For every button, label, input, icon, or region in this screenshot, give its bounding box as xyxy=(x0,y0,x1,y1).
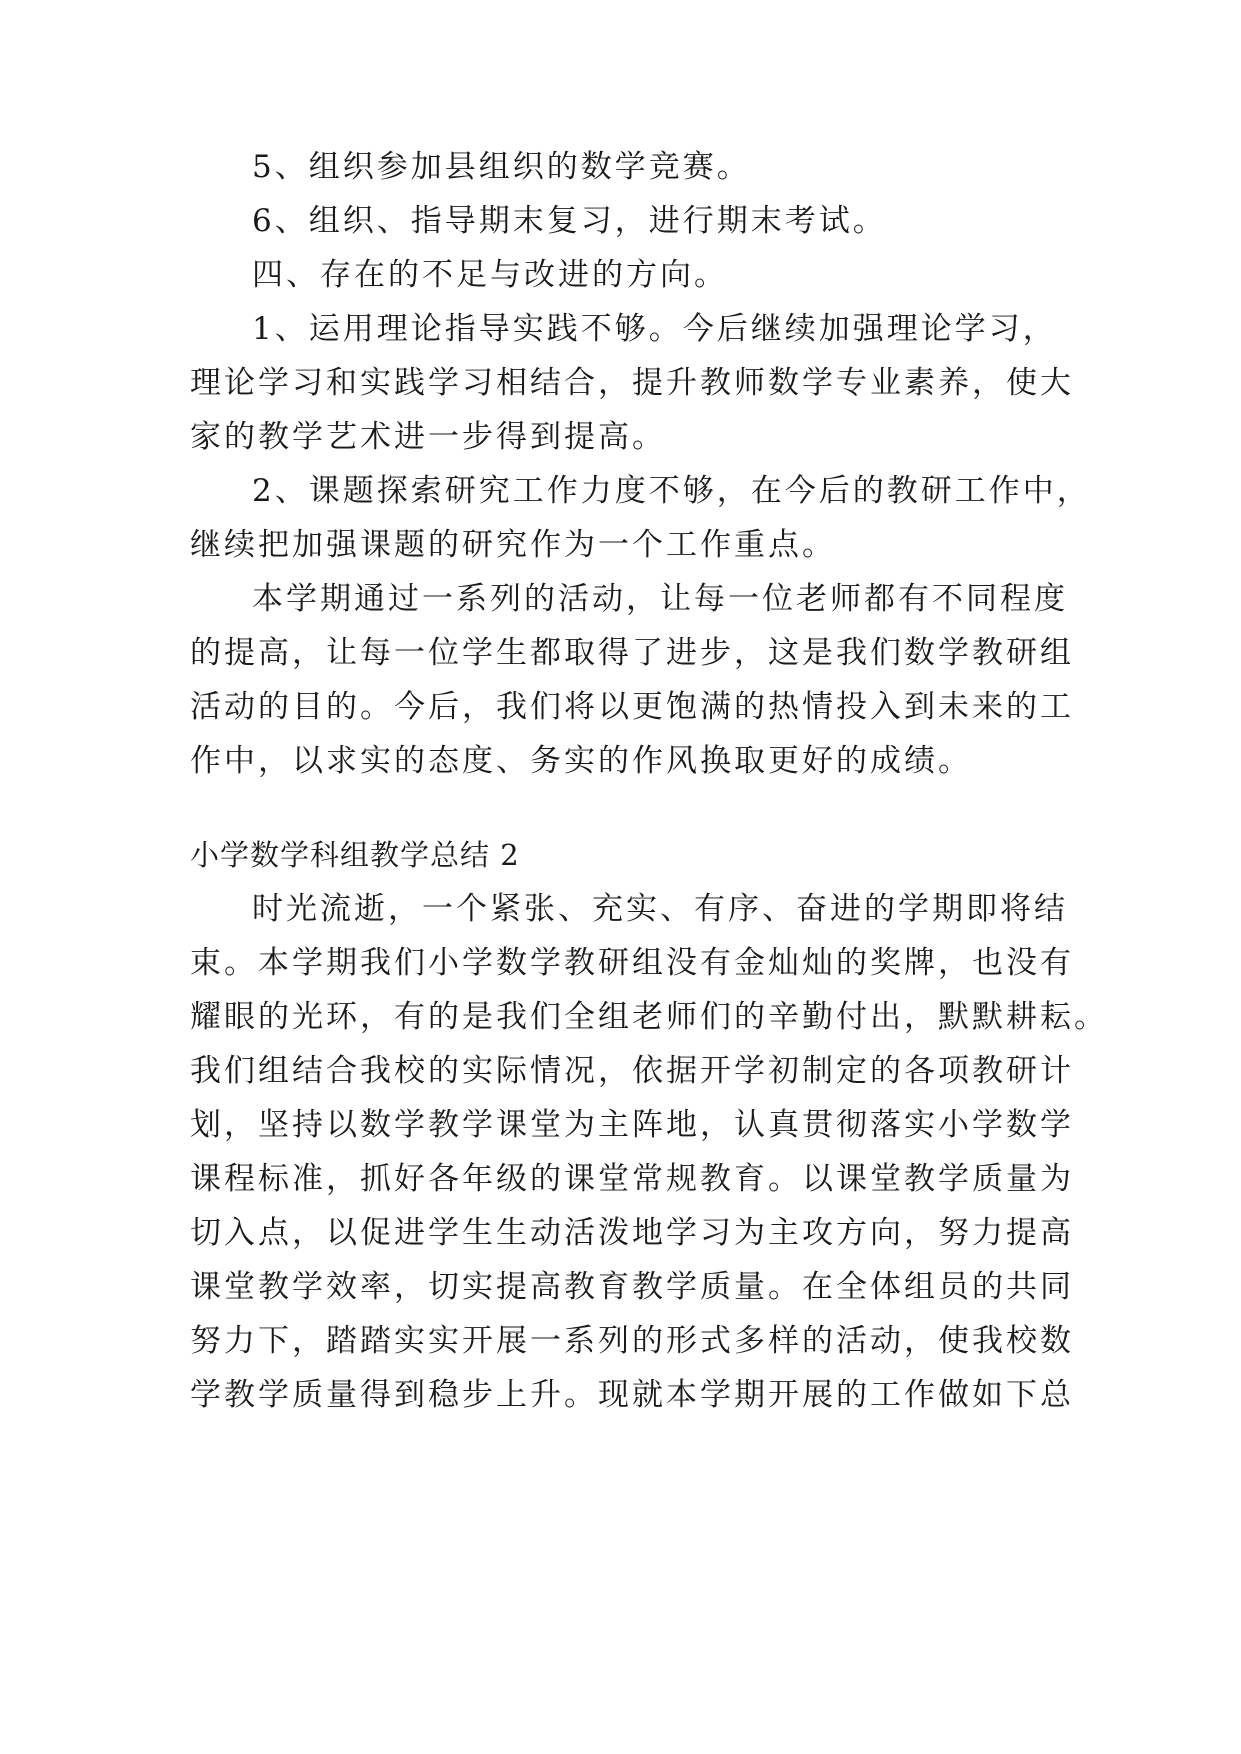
paragraph-line: 理论学习和实践学习相结合，提升教师数学专业素养，使大 xyxy=(190,365,1074,401)
paragraph-line: 6、组织、指导期末复习，进行期末考试。 xyxy=(252,203,887,239)
paragraph-line: 5、组织参加县组织的数学竞赛。 xyxy=(252,149,751,185)
paragraph-line: 1、运用理论指导实践不够。今后继续加强理论学习， xyxy=(252,311,1057,347)
paragraph-line: 2、课题探索研究工作力度不够，在今后的教研工作中， xyxy=(252,473,1091,509)
paragraph-line: 课程标准，抓好各年级的课堂常规教育。以课堂教学质量为 xyxy=(190,1161,1074,1197)
paragraph-line: 束。本学期我们小学数学教研组没有金灿灿的奖牌，也没有 xyxy=(190,945,1074,981)
paragraph-line: 作中，以求实的态度、务实的作风换取更好的成绩。 xyxy=(190,743,972,779)
paragraph-line: 的提高，让每一位学生都取得了进步，这是我们数学教研组 xyxy=(190,635,1074,671)
paragraph-line: 学教学质量得到稳步上升。现就本学期开展的工作做如下总 xyxy=(190,1377,1074,1413)
paragraph-line: 耀眼的光环，有的是我们全组老师们的辛勤付出，默默耕耘。 xyxy=(190,999,1108,1035)
paragraph-line: 活动的目的。今后，我们将以更饱满的热情投入到未来的工 xyxy=(190,689,1074,725)
paragraph-line: 继续把加强课题的研究作为一个工作重点。 xyxy=(190,527,836,563)
paragraph-line: 时光流逝，一个紧张、充实、有序、奋进的学期即将结 xyxy=(252,891,1068,927)
paragraph-line: 切入点，以促进学生生动活泼地学习为主攻方向，努力提高 xyxy=(190,1215,1074,1251)
paragraph-line: 我们组结合我校的实际情况，依据开学初制定的各项教研计 xyxy=(190,1053,1074,1089)
paragraph-line: 本学期通过一系列的活动，让每一位老师都有不同程度 xyxy=(252,581,1068,617)
paragraph-line: 努力下，踏踏实实开展一系列的形式多样的活动，使我校数 xyxy=(190,1323,1074,1359)
paragraph-line: 课堂教学效率，切实提高教育教学质量。在全体组员的共同 xyxy=(190,1269,1074,1305)
paragraph-line: 划，坚持以数学教学课堂为主阵地，认真贯彻落实小学数学 xyxy=(190,1107,1074,1143)
section-title: 小学数学科组教学总结 2 xyxy=(190,838,520,872)
paragraph-line: 家的教学艺术进一步得到提高。 xyxy=(190,419,666,455)
section-heading: 四、存在的不足与改进的方向。 xyxy=(252,257,728,293)
